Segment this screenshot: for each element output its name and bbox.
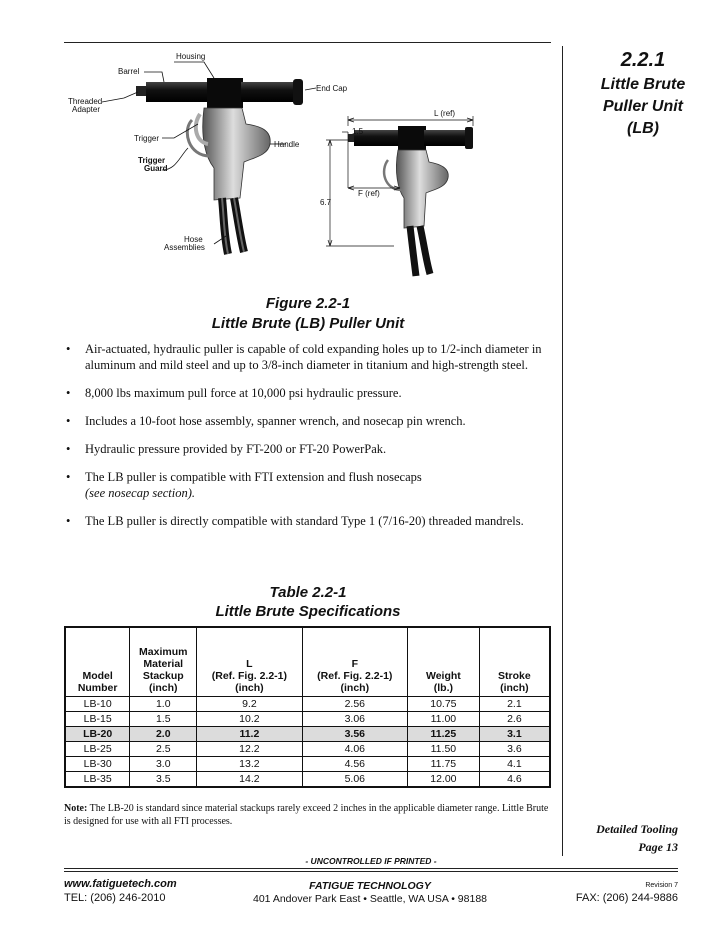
label-hose-2: Assemblies — [164, 243, 205, 252]
table-row: LB-25 2.5 12.2 4.06 11.50 3.6 — [65, 742, 550, 757]
table-caption-line-1: Table 2.2-1 — [269, 584, 347, 601]
rear-barrel — [241, 82, 297, 102]
label-trigger: Trigger — [134, 134, 160, 143]
table-note — [64, 802, 552, 828]
barrel — [146, 82, 210, 102]
puller-figure — [64, 48, 552, 288]
table-row: LB-15 1.5 10.2 3.06 11.00 2.6 — [65, 712, 550, 727]
footer-company: FATIGUE TECHNOLOGY — [309, 880, 431, 892]
feature-item: • 8,000 lbs maximum pull force at 10,000 psi hydraulic pressure. — [66, 386, 402, 400]
feature-item: • Includes a 10-foot hose assembly, spanner wrench, and nosecap pin wrench. — [66, 414, 466, 428]
feature-item: • Air-actuated, hydraulic puller is capable of cold expanding holes up to 1/2-inch diameter in aluminum and mild steel and up to 3/8-inch diameter in titanium and high-strength steel. — [66, 342, 542, 372]
feature-subtext: (see nosecap section). — [85, 486, 196, 500]
label-f-ref: F (ref) — [358, 189, 380, 198]
feature-item: • The LB puller is compatible with FTI extension and flush nosecaps (see nosecap section). — [64, 469, 552, 501]
table-row: LB-10 1.0 9.2 2.56 10.75 2.1 — [65, 697, 550, 712]
table-row: LB-35 3.5 14.2 5.06 12.00 4.6 — [65, 772, 550, 788]
label-trigger-guard-1: Trigger — [138, 156, 166, 165]
label-dim-6-7: 6.7 — [320, 198, 332, 207]
end-cap — [293, 79, 303, 105]
detailed-tooling-ref — [566, 820, 678, 856]
footer-fax: FAX: (206) 244-9886 — [575, 892, 678, 904]
feature-text: Includes a 10-foot hose assembly, spanner wrench, and nosecap pin wrench. — [85, 414, 466, 428]
header-l: L (Ref. Fig. 2.2-1) (inch) — [197, 627, 302, 697]
label-housing: Housing — [176, 52, 206, 61]
section-number: 2.2.1 — [620, 49, 666, 71]
feature-item: • Hydraulic pressure provided by FT-200 or FT-20 PowerPak. — [66, 442, 387, 456]
section-title-line-3: (LB) — [627, 120, 659, 137]
table-row-highlighted: LB-20 2.0 11.2 3.56 11.25 3.1 — [65, 727, 550, 742]
label-l-ref: L (ref) — [434, 109, 456, 118]
housing — [207, 78, 243, 108]
feature-text: Air-actuated, hydraulic puller is capable of cold expanding holes up to 1/2-inch diameter in aluminum and mild steel and up to 3/8-inch diameter in titanium and high-strength steel. — [85, 342, 542, 372]
header-max-stackup: Maximum Material Stackup (inch) — [130, 627, 197, 697]
section-title-line-2: Puller Unit — [602, 98, 683, 115]
header-f: F (Ref. Fig. 2.2-1) (inch) — [302, 627, 407, 697]
label-hose-1: Hose — [184, 235, 203, 244]
detailed-tooling-line-2: Page 13 — [638, 840, 678, 854]
label-dim-1-5: 1.5 — [352, 127, 364, 136]
footer-website-link[interactable]: www.fatiguetech.com — [64, 878, 177, 890]
feature-list — [64, 341, 552, 541]
header-stroke: Stroke (inch) — [479, 627, 550, 697]
uncontrolled-notice: - UNCONTROLLED IF PRINTED - — [305, 856, 437, 866]
header-weight: Weight (lb.) — [408, 627, 480, 697]
feature-text: The LB puller is directly compatible with standard Type 1 (7/16-20) threaded mandrels. — [85, 514, 524, 528]
handle — [203, 108, 270, 200]
label-handle: Handle — [274, 140, 300, 149]
label-end-cap: End Cap — [316, 84, 348, 93]
figure-caption-line-2: Little Brute (LB) Puller Unit — [211, 315, 405, 332]
feature-text: 8,000 lbs maximum pull force at 10,000 psi hydraulic pressure. — [85, 386, 402, 400]
section-title — [566, 74, 720, 140]
figure-caption-line-1: Figure 2.2-1 — [265, 295, 351, 312]
feature-text: Hydraulic pressure provided by FT-200 or FT-20 PowerPak. — [85, 442, 387, 456]
label-trigger-guard-2: Guard — [144, 164, 168, 173]
detailed-tooling-line-1: Detailed Tooling — [596, 822, 678, 836]
footer-telephone: TEL: (206) 246-2010 — [64, 892, 166, 904]
right-tool — [348, 126, 473, 276]
section-heading — [566, 48, 720, 140]
note-label: Note: — [64, 803, 88, 814]
label-threaded-adapter-2: Adapter — [72, 105, 101, 114]
specifications-table — [64, 626, 551, 788]
side-rule — [562, 46, 563, 856]
footer-rule-2 — [64, 871, 678, 872]
section-title-line-1: Little Brute — [600, 76, 686, 93]
footer-address: 401 Andover Park East • Seattle, WA USA • 98188 — [252, 893, 487, 905]
header-model-number: Model Number — [65, 627, 130, 697]
top-rule — [64, 42, 551, 43]
footer-revision: Revision 7 — [645, 882, 678, 889]
feature-item: • The LB puller is directly compatible with standard Type 1 (7/16-20) threaded mandrels. — [66, 514, 524, 528]
table-caption-line-2: Little Brute Specifications — [215, 603, 401, 620]
table-row: LB-30 3.0 13.2 4.56 11.75 4.1 — [65, 757, 550, 772]
figure-caption — [64, 294, 552, 334]
puller-illustration — [64, 48, 552, 288]
footer-rule-1 — [64, 868, 678, 869]
label-threaded-adapter-1: Threaded — [68, 97, 103, 106]
feature-text: The LB puller is compatible with FTI extension and flush nosecaps — [85, 470, 422, 484]
table-header-row — [65, 627, 550, 697]
note-text: The LB-20 is standard since material stackups rarely exceed 2 inches in the applicable diameter range. Little Brute is designed for use with all FTI processes. — [64, 803, 549, 827]
table-caption — [64, 583, 552, 621]
label-barrel: Barrel — [118, 67, 140, 76]
